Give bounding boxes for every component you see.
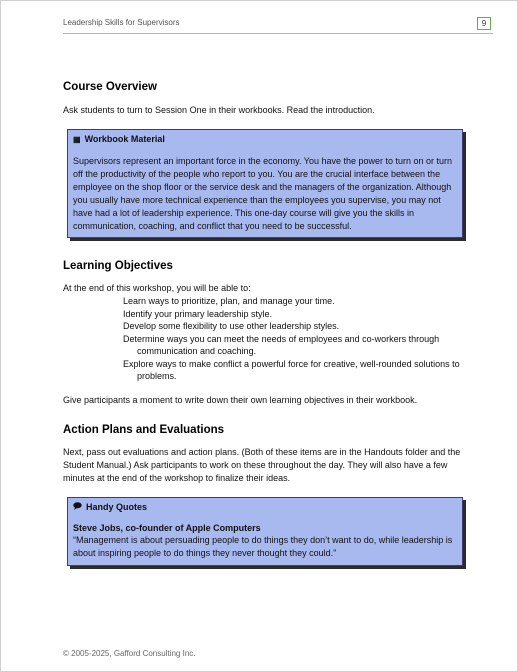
speech-bubble-icon [73, 502, 82, 513]
workbook-material-box [67, 129, 463, 238]
workbook-icon: ▦ [73, 135, 81, 144]
objective-text: Identify your primary leadership style. [123, 308, 273, 319]
learning-objectives-heading: Learning Objectives [63, 260, 173, 272]
header-rule [63, 33, 493, 34]
list-item [63, 295, 473, 308]
objective-text: Learn ways to prioritize, plan, and manage your time. [123, 296, 335, 306]
page-number: 9 [477, 17, 491, 30]
objective-text: Develop some flexibility to use other leadership styles. [123, 321, 340, 331]
course-overview-instruction: Ask students to turn to Session One in their workbooks. Read the introduction. [63, 105, 375, 115]
workbook-material-label: Workbook Material [84, 134, 165, 144]
workbook-material-body: Supervisors represent an important force in the economy. You have the power to turn on or turn off the productivity of the people who report to you. You are the crucial interface between the employee on the shop floor or the service desk and the managers of the organization. Although you usually have more technical experience than the employees you supervise, you may not have had a lot of leadership experience. This one-day course will give you the skills in communication, coaching, and conflict that you need to be successful. [73, 156, 453, 231]
list-item [63, 308, 473, 321]
workbook-material-title [73, 134, 457, 145]
handy-quotes-label: Handy Quotes [86, 502, 148, 512]
handy-quotes-title [73, 502, 457, 513]
learning-objectives-closing: Give participants a moment to write down their own learning objectives in their workbook. [63, 395, 418, 405]
running-header: Leadership Skills for Supervisors [63, 18, 180, 27]
list-item [63, 320, 473, 333]
objective-text: Determine ways you can meet the needs of employees and co-workers through communication and coaching. [123, 333, 440, 356]
list-item [63, 358, 473, 383]
quote-text: “Management is about persuading people to do things they don’t want to do, while leadership is about inspiring people to do things they never thought they could.” [73, 535, 453, 558]
course-overview-heading: Course Overview [63, 81, 157, 93]
action-plans-body: Next, pass out evaluations and action plans. (Both of these items are in the Handouts folder and the Student Manual.) Ask participants to work on these throughout the day. They will also have a few minutes at the end of the workshop to finalize their ideas. [63, 447, 461, 483]
handy-quotes-box [67, 497, 463, 566]
objective-text: Explore ways to make conflict a powerful force for creative, well-rounded solutions to problems. [123, 358, 460, 381]
objectives-list [63, 295, 473, 383]
list-item [63, 333, 473, 358]
action-plans-heading: Action Plans and Evaluations [63, 424, 225, 436]
learning-objectives-intro: At the end of this workshop, you will be able to: [63, 283, 251, 293]
quote-author: Steve Jobs, co-founder of Apple Computers [73, 523, 261, 533]
footer-copyright: © 2005-2025, Gafford Consulting Inc. [63, 649, 196, 658]
